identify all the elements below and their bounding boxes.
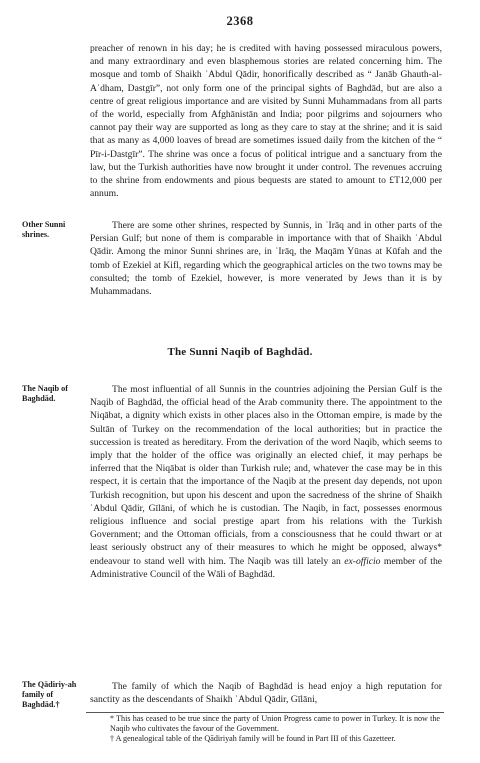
naqib-text-part2: member of the Administrative Council of the Wāli of Baghdād. — [90, 555, 442, 580]
footnotes — [110, 714, 440, 745]
footnote-star: * This has ceased to be true since the party of Union Progress came to power in Turkey. It is now the Naqib who cultivates the favour of the Government. — [110, 714, 440, 734]
side-note-qadiriyah: The Qādiriy-ah family of Baghdād.† — [22, 680, 77, 709]
naqib-paragraph — [90, 383, 442, 581]
other-shrines-paragraph: There are some other shrines, respected by Sunnis, in ʿIrāq and in other parts of the Persian Gulf; but none of them is comparable in importance with that of Shaikh ʿAbdul Qādir. Among the minor Sunni shrines are, in ʿIrāq, the Maqām Yūnas at Kūfah and the tomb of Ezekiel at Kifl, regarding which the geographical articles on the two towns may be consulted; the tomb of Ezekiel, however, is more venerated by Jews than it is by Muhammadans. — [90, 220, 442, 298]
side-note-naqib: The Naqib of Baghdād. — [22, 384, 68, 403]
naqib-block — [90, 383, 442, 581]
qadiriyah-block — [90, 680, 442, 706]
naqib-text-part1: The most influential of all Sunnis in the countries adjoining the Persian Gulf is the Naqib of Baghdād, the official head of the Arab community there. The appointment to the Niqābat, a dignity which exists in other places also in the Ottoman empire, is made by the Sultān of Turkey on the recommendation of the local authorities; but in practice the succession is treated as hereditary. From the derivation of the word Naqib, which seems to imply that the holder of the office was originally an elected chief, it may perhaps be inferred that the Niqābat is older than Turkish rule; and, whatever the case may be in this respect, it is certain that the importance of the Naqib at the present day depends, not upon Turkish recognition, but upon his descent and upon the sacredness of the shrine of Shaikh ʿAbdul Qādir, Gīlāni, of which he is custodian. The Naqib, in fact, possesses enormous religious influence and social prestige apart from his relations with the Turkish Government; and the Ottoman officials, from a consciousness that he could thwart or at least seriously obstruct any of their measures to which he might be opposed, always* endeavour to stand well with him. The Naqib was till lately an — [90, 384, 442, 567]
footnote-rule — [86, 712, 444, 713]
qadiriyah-paragraph: The family of which the Naqib of Baghdād is head enjoy a high reputation for sanctity as the descendants of Shaikh ʿAbdul Qādir, Gīlāni, — [90, 681, 442, 706]
footnote-dagger: † A genealogical table of the Qādiriyah family will be found in Part III of this Gazetteer. — [110, 734, 396, 744]
other-shrines-block — [90, 219, 442, 298]
naqib-text-italic: ex-officio — [344, 555, 381, 567]
page-number: 2368 — [226, 14, 254, 28]
side-note-other-shrines: Other Sunni shrines. — [22, 220, 66, 239]
section-heading: The Sunni Naqib of Baghdād. — [167, 346, 313, 358]
intro-paragraph-block — [90, 42, 442, 200]
intro-paragraph: preacher of renown in his day; he is credited with having possessed miraculous powers, and many extraordinary and even blasphemous stories are related concerning him. The mosque and tomb of Shaikh ʿAbdul Qādir, honorifically described as “ Janāb Ghauth-al-Aʿdham, Dastgīr”, not only form one of the principal sights of Baghdād, but are also a centre of great religious importance and are visited by Sunni Muhammadans from all parts of the world, especially from Afghānistān and India; poor pilgrims and sojourners who cannot pay their way are supported as long as they care to stay at the shrine; and it is said that as many as 4,000 loaves of bread are sometimes issued daily from the kitchen of the “ Pīr-i-Dastgīr”. The shrine was once a focus of political intrigue and a sanctuary from the law, but the Turkish authorities have now brought it under control. The revenues accruing to the shrine from endowments and pious bequests are stated to amount to £T12,000 per annum. — [90, 43, 442, 200]
